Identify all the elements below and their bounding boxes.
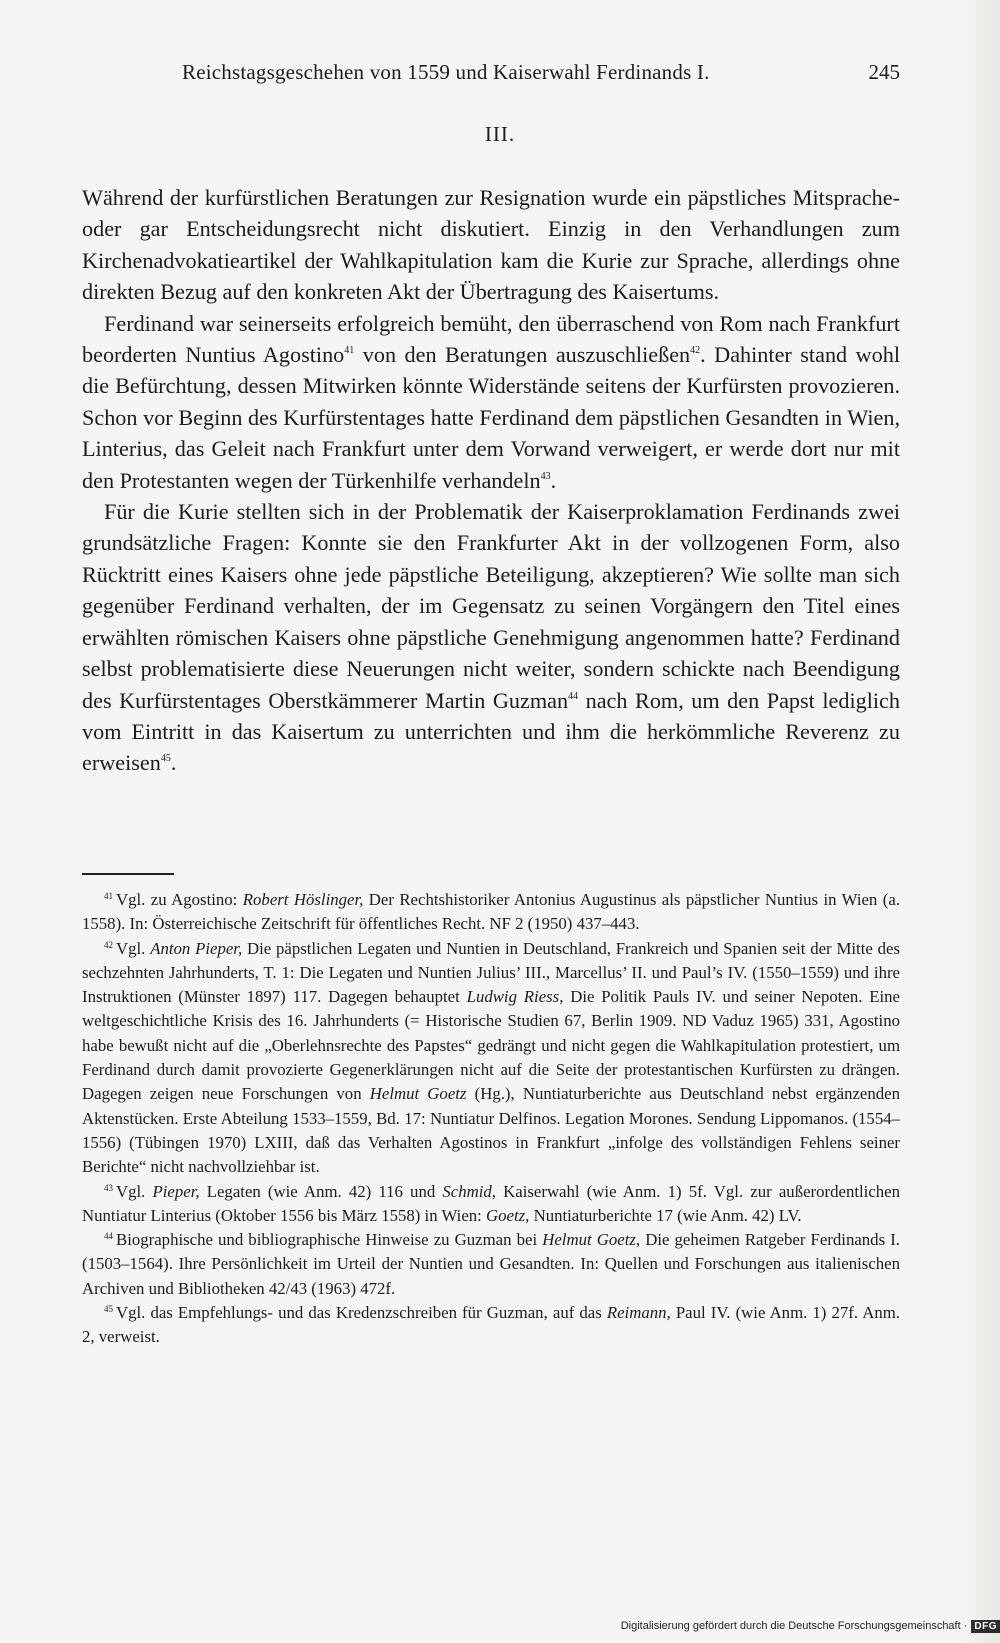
footnote-42 [82,937,900,1180]
cited-author: Reimann, [606,1303,671,1323]
text-run: Biographische und bibliographische Hinweise zu Guzman bei [116,1230,543,1250]
footnote-number: 45 [104,1304,113,1315]
text-run: Vgl. zu Agostino: [116,890,243,909]
section-heading: III. [484,122,516,146]
footnote-ref: 44 [568,690,579,702]
text-run: . Dahinter stand wohl die Befürchtung, dessen Mitwirken könnte Widerstände seitens der Kurfürsten provozieren. Schon vor Beginn des Kurfürstentages hatte Ferdinand dem päpstlichen Gesandten in Wien, Linterius, das Geleit nach Frankfurt unter dem Vorwand verweigert, er werde dort nur mit den Protestanten wegen der Türkenhilfe verhandeln [82,342,900,493]
footnote-ref: 43 [540,470,551,482]
text-run: Nuntiaturberichte 17 (wie Anm. 42) LV. [529,1205,802,1225]
running-head: Reichstagsgeschehen von 1559 und Kaiserwahl Ferdinands I. [182,60,710,84]
text-run: Die päpstlichen Legaten und Nuntien in Deutschland, Frankreich und Spanien seit der Mitte des sechzehnten Jahrhunderts, T. 1: Die Legaten und Nuntien Julius’ III., Marcellus’ II. und Paul’s IV. (1550–1559) und ihre Instruktionen (Münster 1897) 117. Dagegen behauptet [82,938,900,1007]
text-run: (Hg.), Nuntiaturberichte aus Deutschland nebst ergänzenden Aktenstücken. Erste Abteilung 1533–1559, Bd. 17: Nuntiatur Delfinos. Legation Morones. Sendung Lippomanos. (1554–1556) (Tübingen 1970) LXIII, daß das Verhalten Agostinos in Frankfurt „infolge des vollständigen Fehlens seiner Berichte“ nicht nachvollziehbar ist. [82,1084,900,1177]
text-run: Ferdinand war seinerseits erfolgreich bemüht, den überraschend von Rom nach Frankfurt beorderten Nuntius Agostino [82,310,900,368]
page-header [82,60,900,94]
text-run: Kaiserwahl (wie Anm. 1) 5f. Vgl. zur außerordentlichen Nuntiatur Linterius (Oktober 1556 bis März 1558) in Wien: [82,1181,900,1225]
dfg-logo: DFG [971,1620,1000,1633]
digitization-stamp [621,1617,1000,1635]
text-run: Vgl. das Empfehlungs- und das Kredenzschreiben für Guzman, auf das [116,1303,607,1323]
paragraph-3 [82,496,900,779]
footnote-ref: 45 [160,753,171,765]
text-run: Die Politik Pauls IV. und seiner Nepoten. Eine weltgeschichtliche Krisis des 16. Jahrhunderts (= Historische Studien 67, Berlin 1909. ND Vaduz 1965) 331, Agostino habe bewußt nicht auf die „Oberlehnsrechte des Papstes“ gedrängt und nicht gegen die Wahlkapitulation protestiert, um Ferdinand durch damit provozierte Gegenerklärungen nicht auf die Seite der protestantischen Kurfürsten zu drängen. Dagegen zeigen neue Forschungen von [82,987,900,1104]
footnote-separator [82,873,174,875]
paragraph-2 [82,308,900,496]
stamp-text: Digitalisierung gefördert durch die Deutsche Forschungsgemeinschaft · [620,1620,968,1632]
footnote-number: 41 [104,891,113,901]
page-number: 245 [868,60,900,84]
text-run: Der Rechtshistoriker Antonius Augustinus als päpstlicher Nuntius in Wien (a. 1558). In: Österreichische Zeitschrift für öffentliches Recht. NF 2 (1950) 437–443. [82,890,900,934]
body-text [82,182,900,779]
cited-author: Anton Pieper, [150,938,243,958]
cited-author: Helmut Goetz [369,1084,467,1104]
footnote-number: 42 [104,939,113,950]
footnote-45 [82,1301,900,1350]
footnote-ref: 41 [344,345,355,357]
footnote-43 [82,1180,900,1229]
text-run: von den Beratungen auszuschließen [354,342,691,368]
footnote-ref: 42 [690,345,701,357]
cited-author: Goetz, [486,1205,530,1225]
footnote-number: 43 [104,1182,113,1193]
footnote-44 [82,1228,900,1301]
page-edge-shadow [960,0,1000,1643]
text-run: Für die Kurie stellten sich in der Problematik der Kaiserproklamation Ferdinands zwei grundsätzliche Fragen: Konnte sie den Frankfurter Akt in der vollzogenen Form, also Rücktritt eines Kaisers ohne jede päpstliche Beteiligung, akzeptieren? Wie sollte man sich gegenüber Ferdinand verhalten, der im Gegensatz zu seinen Vorgängern den Titel eines erwählten römischen Kaisers ohne päpstliche Genehmigung angenommen hatte? Ferdinand selbst problematisierte diese Neuerungen nicht weiter, sondern schickte nach Beendigung des Kurfürstentages Oberstkämmerer Martin Guzman [82,499,900,713]
text-run: Die geheimen Ratgeber Ferdinands I. (1503–1564). Ihre Persönlichkeit im Urteil der Nuntien und Gesandten. In: Quellen und Forschungen aus italienischen Archiven und Bibliotheken 42/43 (1963) 472f. [82,1230,900,1298]
text-run: Paul IV. (wie Anm. 1) 27f. Anm. 2, verweist. [82,1303,900,1347]
cited-author: Helmut Goetz, [542,1230,641,1250]
footnote-41 [82,888,900,937]
cited-author: Ludwig Riess, [466,987,564,1007]
paragraph-1 [82,182,900,308]
cited-author: Robert Höslinger, [242,890,364,909]
text-run: nach Rom, um den Papst lediglich vom Eintritt in das Kaisertum zu unterrichten und ihm die herkömmliche Reverenz zu erweisen [82,687,900,776]
footnotes [82,888,900,1350]
text-run: . [170,750,177,776]
text-run: Legaten (wie Anm. 42) 116 und [199,1181,443,1201]
text-run: Vgl. [116,1181,153,1201]
cited-author: Schmid, [442,1181,496,1201]
cited-author: Pieper, [152,1181,200,1201]
text-run: Während der kurfürstlichen Beratungen zur Resignation wurde ein päpstliches Mitsprache- oder gar Entscheidungsrecht nicht diskutiert. Einzig in den Verhandlungen zum Kirchenadvokatieartikel der Wahlkapitulation kam die Kurie zur Sprache, allerdings ohne direkten Bezug auf den konkreten Akt der Übertragung des Kaisertums. [82,185,900,305]
text-run: . [550,467,557,493]
footnote-number: 44 [104,1231,113,1242]
text-run: Vgl. [116,938,151,958]
